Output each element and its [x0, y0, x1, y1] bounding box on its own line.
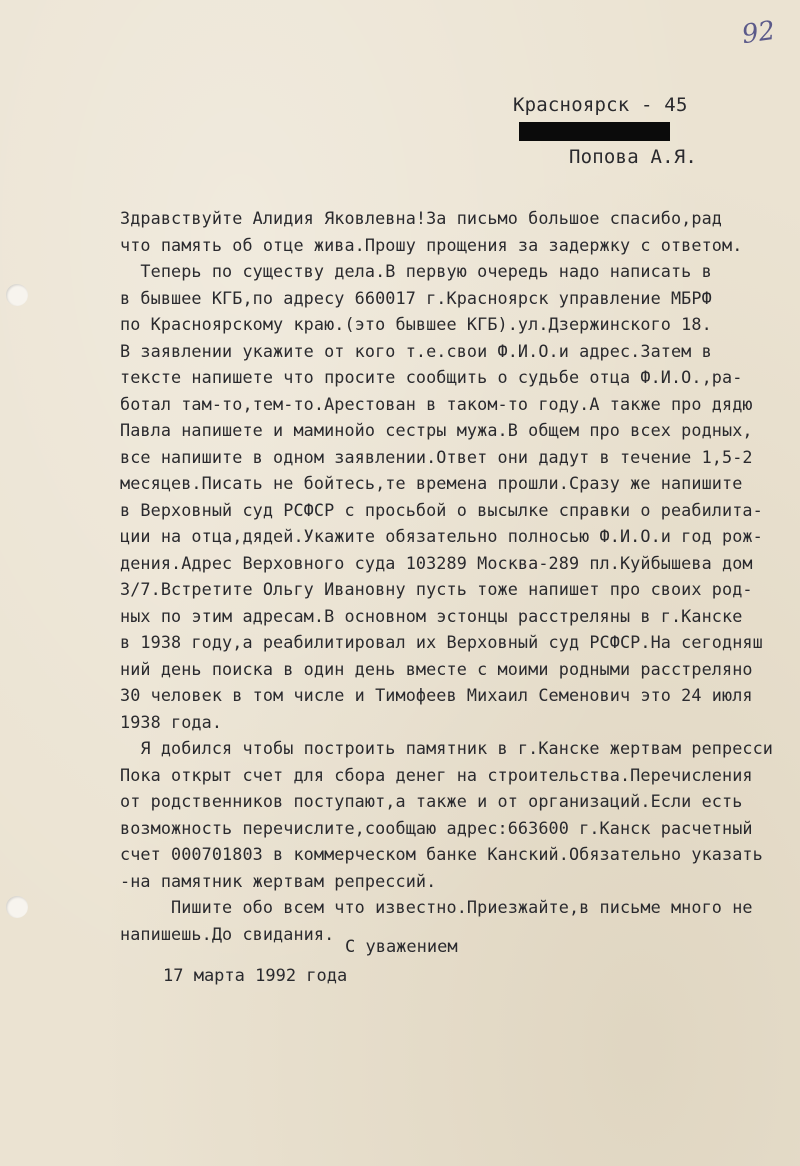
letter-line: ных по этим адресам.В основном эстонцы расстреляны в г.Канске: [120, 605, 743, 626]
letter-line: в бывшее КГБ,по адресу 660017 г.Красноярск управление МБРФ: [120, 287, 712, 308]
letter-line: от родственников поступают,а также и от организаций.Если есть: [120, 791, 743, 811]
punch-hole-bottom: [6, 896, 28, 918]
letter-line: Пишите обо всем что известно.Приезжайте,в письме много не: [120, 897, 753, 917]
closing-salutation: С уважением: [345, 937, 458, 957]
letter-line: ний день поиска в один день вместе с моими родными расстреляно: [120, 658, 753, 679]
letter-line: Пока открыт счет для сбора денег на строительства.Перечисления: [120, 764, 753, 785]
letter-line: напишешь.До свидания.: [120, 923, 335, 944]
letter-line: В заявлении укажите от кого т.е.свои Ф.И.О.и адрес.Затем в: [120, 340, 712, 361]
letter-line: тексте напишете что просите сообщить о судьбе отца Ф.И.О.,ра-: [120, 367, 743, 387]
letter-line: возможность перечислите,сообщаю адрес:663600 г.Канск расчетный: [120, 817, 753, 838]
letter-date: 17 марта 1992 года: [163, 966, 348, 986]
letter-line: Павла напишете и маминойо сестры мужа.В общем про всех родных,: [120, 420, 753, 440]
letter-line: ботал там-то,тем-то.Арестован в таком-то году.А также про дядю: [120, 393, 753, 414]
letter-line: Здравствуйте Алидия Яковлевна!За письмо большое спасибо,рад: [120, 208, 722, 228]
letter-line: в Верховный суд РСФСР с просьбой о высылке справки о реабилита-: [120, 499, 763, 520]
letter-line: Я добился чтобы построить памятник в г.Канске жертвам репресси: [120, 738, 774, 758]
letter-body: [120, 205, 800, 947]
letter-line: по Красноярскому краю.(это бывшее КГБ).ул.Дзержинского 18.: [120, 314, 712, 334]
handwritten-page-number: 92: [740, 15, 778, 51]
letter-line: 1938 года.: [120, 711, 223, 732]
letter-line: 3/7.Встретите Ольгу Ивановну пусть тоже напишет про своих род-: [120, 579, 753, 599]
letter-line: в 1938 году,а реабилитировал их Верховный суд РСФСР.На сегодняш: [120, 632, 763, 652]
letter-line: что память об отце жива.Прошу прощения за задержку с ответом.: [120, 234, 743, 255]
letter-line: дения.Адрес Верховного суда 103289 Москва-289 пл.Куйбышева дом: [120, 552, 753, 573]
letter-line: ции на отца,дядей.Укажите обязательно полносью Ф.И.О.и год рож-: [120, 526, 763, 546]
recipient-name: Попова А.Я.: [569, 146, 698, 168]
letter-line: -на памятник жертвам репрессий.: [120, 870, 437, 891]
letter-line: 30 человек в том числе и Тимофеев Михаил Семенович это 24 июля: [120, 685, 753, 705]
letter-line: все напишите в одном заявлении.Ответ они дадут в течение 1,5-2: [120, 446, 753, 467]
letter-line: месяцев.Писать не бойтесь,те времена прошли.Сразу же напишите: [120, 473, 743, 493]
redacted-address-block: [519, 122, 670, 141]
letter-line: Теперь по существу дела.В первую очередь надо написать в: [120, 261, 712, 281]
letter-line: счет 000701803 в коммерческом банке Канский.Обязательно указать: [120, 844, 763, 864]
sender-city: Красноярск - 45: [513, 94, 688, 116]
punch-hole-top: [6, 284, 28, 306]
